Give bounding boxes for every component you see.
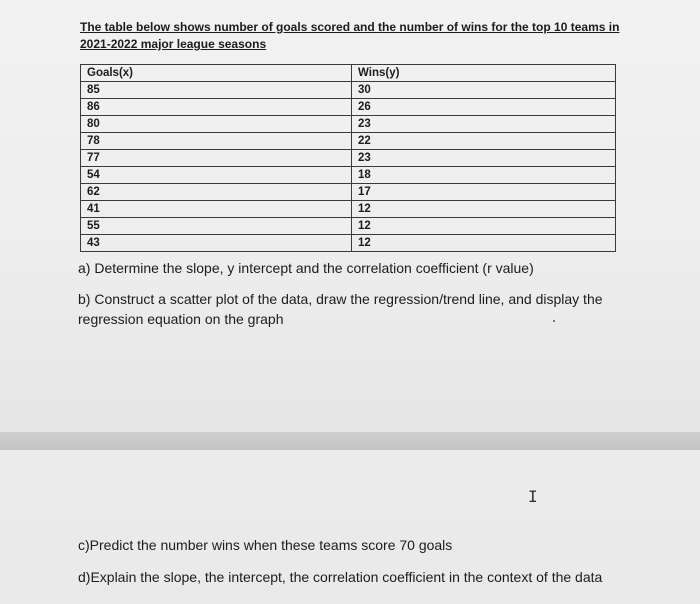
question-c: c)Predict the number wins when these teams score 70 goals [78, 537, 453, 553]
goals-cell: 78 [81, 133, 352, 150]
table-row [81, 150, 616, 167]
table-row [81, 116, 616, 133]
wins-cell: 22 [352, 133, 616, 150]
wins-column-header: Wins(y) [352, 65, 616, 82]
goals-cell: 80 [81, 116, 352, 133]
wins-cell: 30 [352, 82, 616, 99]
wins-cell: 12 [352, 235, 616, 252]
wins-cell: 12 [352, 218, 616, 235]
table-row [81, 133, 616, 150]
wins-cell: 23 [352, 116, 616, 133]
goals-cell: 86 [81, 99, 352, 116]
goals-cell: 85 [81, 82, 352, 99]
table-header-row [81, 65, 616, 82]
wins-cell: 23 [352, 150, 616, 167]
panel-divider [0, 432, 700, 450]
goals-cell: 77 [81, 150, 352, 167]
question-a: a) Determine the slope, y intercept and the correlation coefficient (r value) [78, 260, 534, 276]
text-cursor-icon: I [528, 487, 538, 506]
stray-mark [553, 320, 555, 322]
goals-wins-table [80, 64, 616, 252]
goals-cell: 41 [81, 201, 352, 218]
wins-cell: 12 [352, 201, 616, 218]
table-row [81, 235, 616, 252]
table-row [81, 201, 616, 218]
question-b: b) Construct a scatter plot of the data, draw the regression/trend line, and display the regression equation on the graph [78, 291, 603, 327]
wins-cell: 26 [352, 99, 616, 116]
table-row [81, 184, 616, 201]
table-row [81, 82, 616, 99]
table-row [81, 218, 616, 235]
wins-cell: 17 [352, 184, 616, 201]
question-d: d)Explain the slope, the intercept, the correlation coefficient in the context of the data [78, 569, 603, 585]
goals-cell: 54 [81, 167, 352, 184]
table-row [81, 167, 616, 184]
goals-column-header: Goals(x) [81, 65, 352, 82]
goals-cell: 62 [81, 184, 352, 201]
wins-cell: 18 [352, 167, 616, 184]
goals-cell: 55 [81, 218, 352, 235]
worksheet-heading: The table below shows number of goals scored and the number of wins for the top 10 teams in 2021-2022 major league seasons [80, 20, 620, 51]
table-row [81, 99, 616, 116]
goals-cell: 43 [81, 235, 352, 252]
